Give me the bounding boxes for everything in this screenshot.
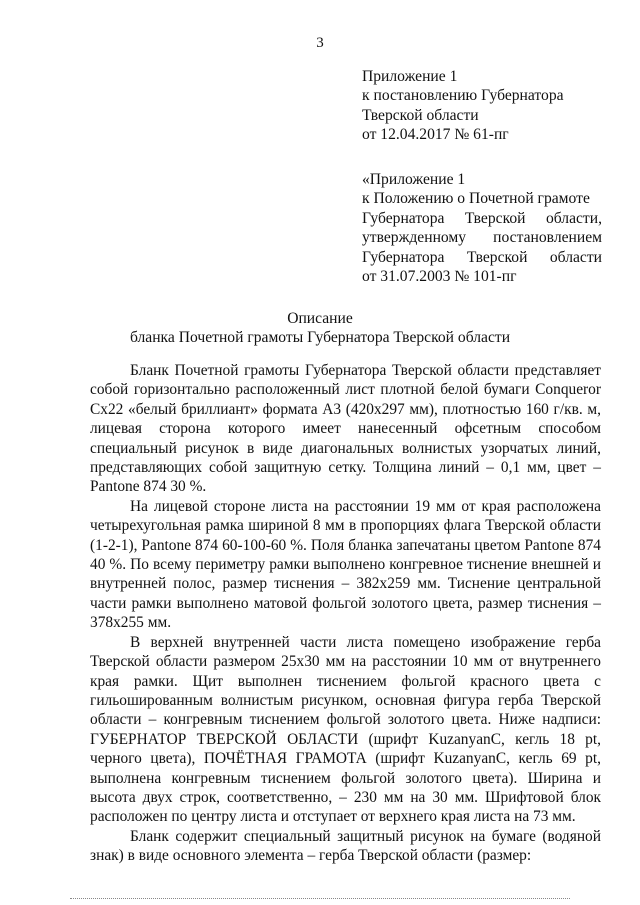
regulation-line: Губернатора Тверской области, — [362, 209, 602, 227]
document-subtitle: бланка Почетной грамоты Губернатора Тверской области — [129, 329, 511, 346]
regulation-line: Губернатора Тверской области — [362, 248, 602, 266]
paragraph: Бланк Почетной грамоты Губернатора Тверской области представляет собой горизонтально расположенный лист плотной белой бумаги Conqueror Cx22 «белый бриллиант» формата А3 (420x297 мм), плотностью 160 г/кв. м, лицевая сторона которого имеет нанесенный офсетным способом специальный рисунок в виде диагональных волнистых узорчатых линий, представляющих собой защитную сетку. Толщина линий – 0,1 мм, цвет – Pantone 874 30 %. — [90, 362, 601, 496]
footer-divider — [70, 898, 570, 899]
attachment-block — [362, 67, 602, 145]
paragraph: На лицевой стороне листа на расстоянии 19 мм от края расположена четырехугольная рамка шириной 8 мм в пропорциях флага Тверской области (1-2-1), Pantone 874 60-100-60 %. Поля бланка запечатаны цветом Pantone 874 40 %. По всему периметру рамки выполнено конгревное тиснение внешней и внутренней полос, размер тиснения – 382x259 мм. Тиснение центральной части рамки выполнено матовой фольгой золотого цвета, размер тиснения – 378x255 мм. — [90, 497, 601, 632]
regulation-line: «Приложение 1 — [362, 171, 466, 188]
page-number: 3 — [316, 35, 324, 51]
paragraph: В верхней внутренней части листа помещено изображение герба Тверской области размером 25x30 мм на расстоянии 10 мм от внутреннего края рамки. Щит выполнен тиснением фольгой красного цвета с гильоширoванным волнистым рисунком, основная фигура герба Тверской области – конгревным тиснением фольгой золотого цвета. Ниже надписи: ГУБЕРНАТОР ТВЕРСКОЙ ОБЛАСТИ (шрифт KuzanyanC, кегль 18 pt, черного цвета), ПОЧЁТНАЯ ГРАМОТА (шрифт KuzanyanC, кегль 69 pt, выполнена конгревным тиснением фольгой золотого цвета). Ширина и высота двух строк, соответственно, – 230 мм на 30 мм. Шрифтовой блок расположен по центру листа и отступает от верхнего края листа на 73 мм. — [90, 633, 601, 826]
regulation-line: утвержденному постановлением — [362, 229, 602, 247]
attachment-line: Тверской области — [362, 106, 479, 124]
attachment-line: Приложение 1 — [362, 68, 458, 85]
attachment-line: к постановлению Губернатора — [362, 87, 564, 105]
paragraph: Бланк содержит специальный защитный рисунок на бумаге (водяной знак) в виде основного элемента – герба Тверской области (размер: — [90, 827, 601, 865]
attachment-line: от 12.04.2017 № 61-пг — [362, 126, 509, 144]
regulation-line: от 31.07.2003 № 101-пг — [362, 268, 517, 286]
document-title: Описание — [287, 310, 353, 327]
regulation-block — [362, 170, 602, 286]
body-text — [90, 361, 601, 866]
regulation-line: к Положению о Почетной грамоте — [362, 190, 590, 208]
